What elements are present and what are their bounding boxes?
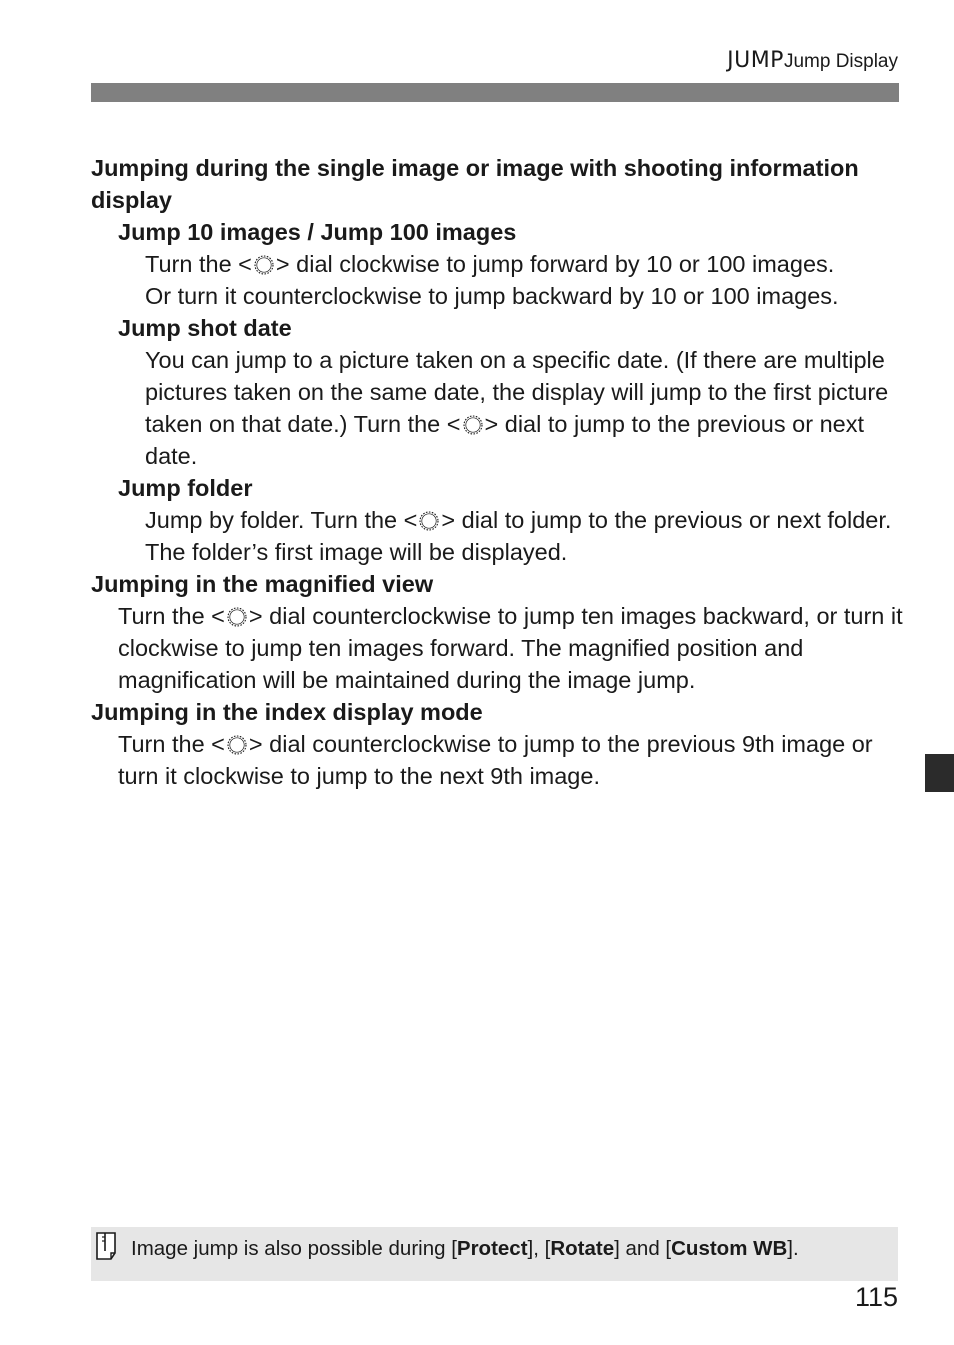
note-text: Image jump is also possible during [Protect], [Rotate] and [Custom WB].	[131, 1237, 799, 1260]
main-dial-icon	[226, 734, 248, 756]
jump-shot-date-text: You can jump to a picture taken on a specific date. (If there are multiple pictures taken on the same date, the display will jump to the first picture taken on that date.) Turn the < > dial to jump to the previous or next date.	[145, 347, 889, 469]
main-dial-icon	[226, 606, 248, 628]
heading-jump-folder: Jump folder	[118, 475, 253, 501]
header-title: Jump Display	[783, 51, 898, 72]
index-display-text: Turn the < > dial counterclockwise to jump to the previous 9th image or turn it clockwise to jump to the next 9th image.	[118, 731, 873, 789]
note-box	[91, 1227, 898, 1281]
page-number: 115	[854, 1282, 898, 1312]
jump-icon: JUMP	[727, 48, 784, 73]
chapter-tab	[925, 754, 954, 792]
jump-10-line-1: Turn the < > dial clockwise to jump forward by 10 or 100 images.	[145, 251, 835, 277]
heading-index-display: Jumping in the index display mode	[91, 699, 483, 725]
menu-protect: Protect	[456, 1237, 528, 1260]
page-header	[727, 48, 898, 73]
main-content	[91, 152, 911, 792]
jump-folder-text: Jump by folder. Turn the < > dial to jump to the previous or next folder. The folder’s first image will be displayed.	[145, 507, 892, 565]
menu-rotate: Rotate	[550, 1237, 615, 1260]
memo-icon	[94, 1231, 118, 1261]
heading-jump-10-100: Jump 10 images / Jump 100 images	[118, 219, 517, 245]
header-rule	[91, 83, 899, 102]
heading-jump-shot-date: Jump shot date	[118, 315, 292, 341]
main-dial-icon	[253, 254, 275, 276]
heading-magnified-view: Jumping in the magnified view	[91, 571, 434, 597]
magnified-view-text: Turn the < > dial counterclockwise to jump ten images backward, or turn it clockwise to jump ten images forward. The magnified position and magnification will be maintained during the image jump.	[118, 603, 903, 693]
jump-10-line-2: Or turn it counterclockwise to jump backward by 10 or 100 images.	[145, 283, 839, 309]
heading-single-display: Jumping during the single image or image with shooting information display	[91, 155, 859, 213]
menu-custom-wb: Custom WB	[671, 1237, 788, 1260]
main-dial-icon	[418, 510, 440, 532]
main-dial-icon	[462, 414, 484, 436]
